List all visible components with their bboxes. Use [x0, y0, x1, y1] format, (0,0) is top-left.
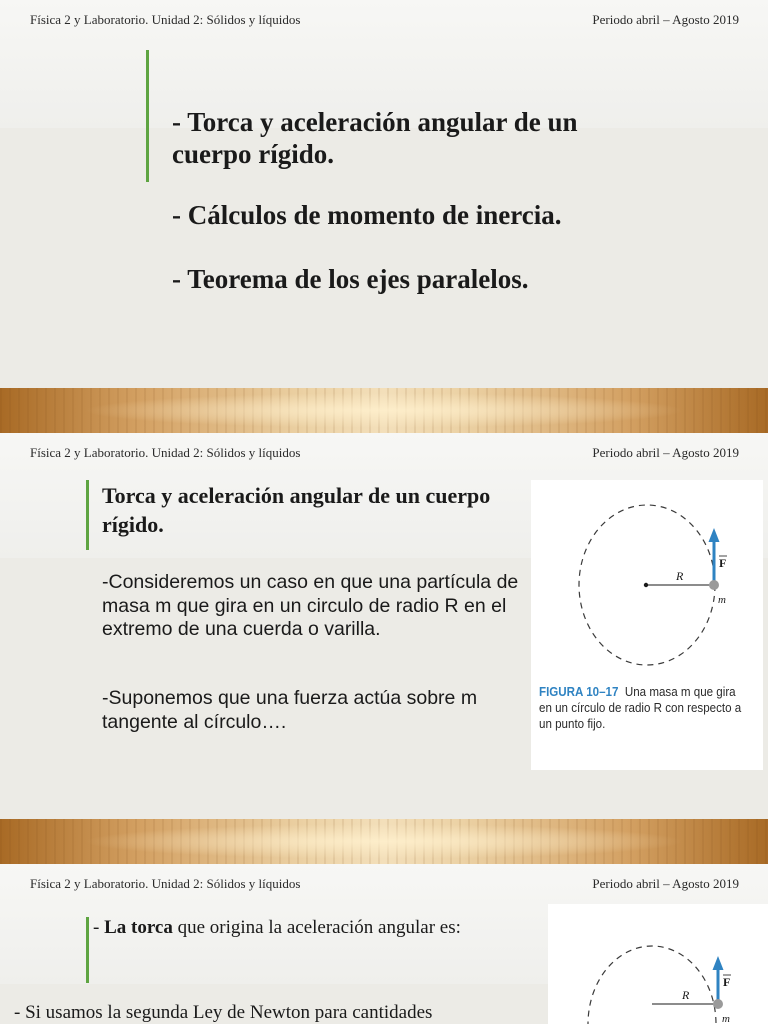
label-force: F [723, 975, 731, 989]
figure-circle-mass [531, 480, 763, 770]
center-point [644, 583, 648, 587]
force-arrow-head [713, 956, 724, 970]
wood-divider [0, 388, 768, 433]
slide-header-course: Física 2 y Laboratorio. Unidad 2: Sólidos y líquidos [30, 12, 301, 27]
bullet-momento-inercia: - Cálculos de momento de inercia. [172, 200, 562, 230]
slide-header-period: Periodo abril – Agosto 2019 [592, 445, 739, 460]
label-radius: R [676, 569, 684, 583]
figure-caption-text: Una masa m que gira en un círculo de radio R con respecto a un punto fijo. [539, 685, 742, 731]
torque-bold: La torca [104, 917, 173, 938]
accent-bar [86, 917, 89, 983]
torque-prefix: - [93, 917, 105, 938]
figure-caption [539, 684, 741, 732]
newton-law-statement: - Si usamos la segunda Ley de Newton para cantidades [14, 1002, 433, 1023]
circle-diagram [548, 904, 768, 1024]
mass-point [713, 999, 723, 1009]
slide-header-course: Física 2 y Laboratorio. Unidad 2: Sólidos y líquidos [30, 876, 301, 891]
bullet-torca: - Torca y aceleración angular de un cuerpo rígido. [172, 107, 578, 169]
figure-number: FIGURA 10–17 [539, 685, 619, 699]
circle-diagram [531, 480, 763, 680]
slide-1 [0, 0, 768, 388]
slide-title: Torca y aceleración angular de un cuerpo rígido. [102, 483, 491, 537]
bullet-ejes-paralelos: - Teorema de los ejes paralelos. [172, 264, 529, 294]
label-mass: m [718, 594, 726, 606]
torque-rest: que origina la aceleración angular es: [172, 917, 461, 938]
force-arrow-head [709, 528, 720, 542]
torque-statement [93, 917, 461, 939]
wood-divider [0, 819, 768, 864]
figure-circle-mass [548, 904, 768, 1024]
accent-bar [86, 480, 89, 550]
orbit-circle [588, 946, 716, 1024]
label-mass: m [722, 1013, 730, 1024]
paragraph-consideremos: -Consideremos un caso en que una partícula de masa m que gira en un circulo de radio R en el extremo de una cuerda o varilla. [102, 571, 519, 640]
slide-3 [0, 864, 768, 1024]
slide-header-period: Periodo abril – Agosto 2019 [592, 876, 739, 891]
label-force: F [719, 556, 727, 570]
slide-2 [0, 433, 768, 819]
paragraph-suponemos: -Suponemos que una fuerza actúa sobre m tangente al círculo…. [102, 687, 478, 733]
mass-point [709, 580, 719, 590]
label-radius: R [682, 988, 690, 1002]
slide-header-period: Periodo abril – Agosto 2019 [592, 12, 739, 27]
slide-header-course: Física 2 y Laboratorio. Unidad 2: Sólidos y líquidos [30, 445, 301, 460]
accent-bar [146, 50, 149, 182]
